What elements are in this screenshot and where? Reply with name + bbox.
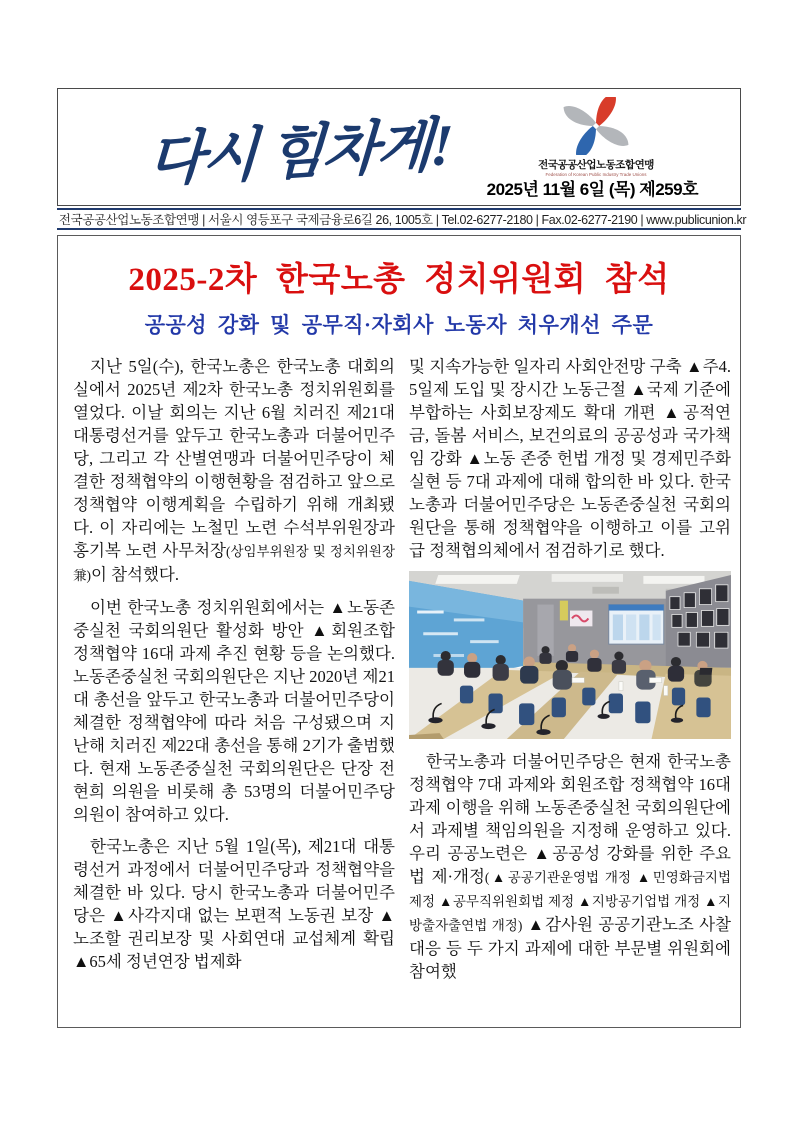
- paragraph-text: ▲감사원 공공기관노조 사찰 대응 등 두 가지 과제에 대한 부문별 위원회에 참여했: [409, 915, 731, 981]
- org-logo-block: [538, 97, 654, 178]
- paragraph-text: 이 참석했다.: [91, 565, 179, 584]
- paragraph-text: 및 지속가능한 일자리 사회안전망 구축 ▲주4.5일제 도입 및 장시간 노동근절 ▲국제 기준에 부합하는 사회보장제도 확대 개편 ▲공적연금, 돌봄 서비스, 보건의료의 공공성과 국가책임 강화 ▲노동 존중 헌법 개정 및 경제민주화 실현 등 7대 과제에 대해 합의한 바 있다. 한국노총과 더불어민주당은 노동존중실천 국회의원단을 통해 정책협약을 이행하고 이를 고위급 정책협의체에서 점검하기로 했다.: [409, 357, 731, 560]
- paragraph-small-text: (▲공공기관운영법 개정 ▲민영화금지법 제정 ▲공무직위원회법 제정 ▲지방공기업법 개정 ▲지방출자출연법 개정): [409, 870, 731, 933]
- paragraph-text: 이번 한국노총 정치위원회에서는 ▲노동존중실천 국회의원단 활성화 방안 ▲회원조합 정책협약 16대 과제 추진 현황 등을 논의했다. 노동존중실천 국회의원단은 지난 2020년 제21대 총선을 앞두고 한국노총과 더불어민주당이 체결한 정책협약에 따라 처음 구성됐으며 지난해 치러진 제22대 총선을 통해 2기가 출범했다. 현재 노동존중실천 국회의원단은 단장 전현희 의원을 비롯해 총 53명의 더불어민주당 의원이 참여하고 있다.: [73, 598, 395, 824]
- contact-info-text: 전국공공산업노동조합연맹 | 서울시 영등포구 국제금융로6길 26, 1005호 | Tel.02-6277-2180 | Fax.02-6277-2190 | www.publicunion.kr: [58, 213, 747, 227]
- article-paragraph: [409, 355, 731, 562]
- article-column-right: [409, 355, 731, 992]
- paragraph-text: 한국노총은 지난 5월 1일(목), 제21대 대통령선거 과정에서 더불어민주당과 정책협약을 체결한 바 있다. 당시 한국노총과 더불어민주당은 ▲사각지대 없는 보편적 노동권 보장 ▲노조할 권리보장 및 사회연대 교섭체계 확립 ▲65세 정년연장 법제화: [73, 837, 395, 971]
- org-pinwheel-logo-icon: [563, 97, 629, 155]
- article-paragraph: [73, 355, 395, 587]
- article-paragraph: [409, 750, 731, 983]
- masthead-slogan: 다시 힘차게!: [146, 111, 453, 194]
- paragraph-text: 한국노총과 더불어민주당은 현재 한국노총 정책협약 7대 과제와 회원조합 정책협약 16대 과제 이행을 위해 노동존중실천 국회의원단에서 과제별 책임의원을 지정해 운영하고 있다. 우리 공공노련은 ▲공공성 강화를 위한 주요 법 제·개정: [409, 752, 731, 886]
- issue-date-number: 2025년 11월 6일 (목) 제259호: [486, 180, 698, 199]
- contact-bar: [57, 208, 747, 230]
- article-paragraph: [73, 596, 395, 826]
- article-paragraph: [73, 835, 395, 973]
- article-subtitle: 공공성 강화 및 공무직·자회사 노동자 처우개선 주문: [144, 313, 654, 337]
- org-name-label: 전국공공산업노동조합연맹: [538, 159, 654, 171]
- article-frame: [57, 235, 741, 1028]
- masthead-box: [57, 88, 741, 206]
- article-body: [58, 355, 740, 992]
- org-name-english-label: Federation of Korean Public Industry Trade Unions: [545, 172, 647, 178]
- article-title: 2025-2차 한국노총 정치위원회 참석: [128, 262, 670, 298]
- paragraph-small-text: (상임부위원장 및 정치위원장 兼): [73, 544, 395, 583]
- paragraph-text: 지난 5일(수), 한국노총은 한국노총 대회의실에서 2025년 제2차 한국노총 정치위원회를 열었다. 이날 회의는 지난 6월 치러진 제21대 대통령선거를 앞두고 한국노총과 더불어민주당, 그리고 각 산별연맹과 더불어민주당이 체결한 정책협약의 이행현황을 점검하고 앞으로 정책협약 이행계획을 수립하기 위해 개최됐다. 이 자리에는 노철민 노련 수석부위원장과 홍기복 노련 사무처장: [73, 357, 395, 560]
- meeting-photo: [409, 571, 731, 739]
- article-column-left: [73, 355, 395, 992]
- meeting-photo-image: [409, 571, 731, 739]
